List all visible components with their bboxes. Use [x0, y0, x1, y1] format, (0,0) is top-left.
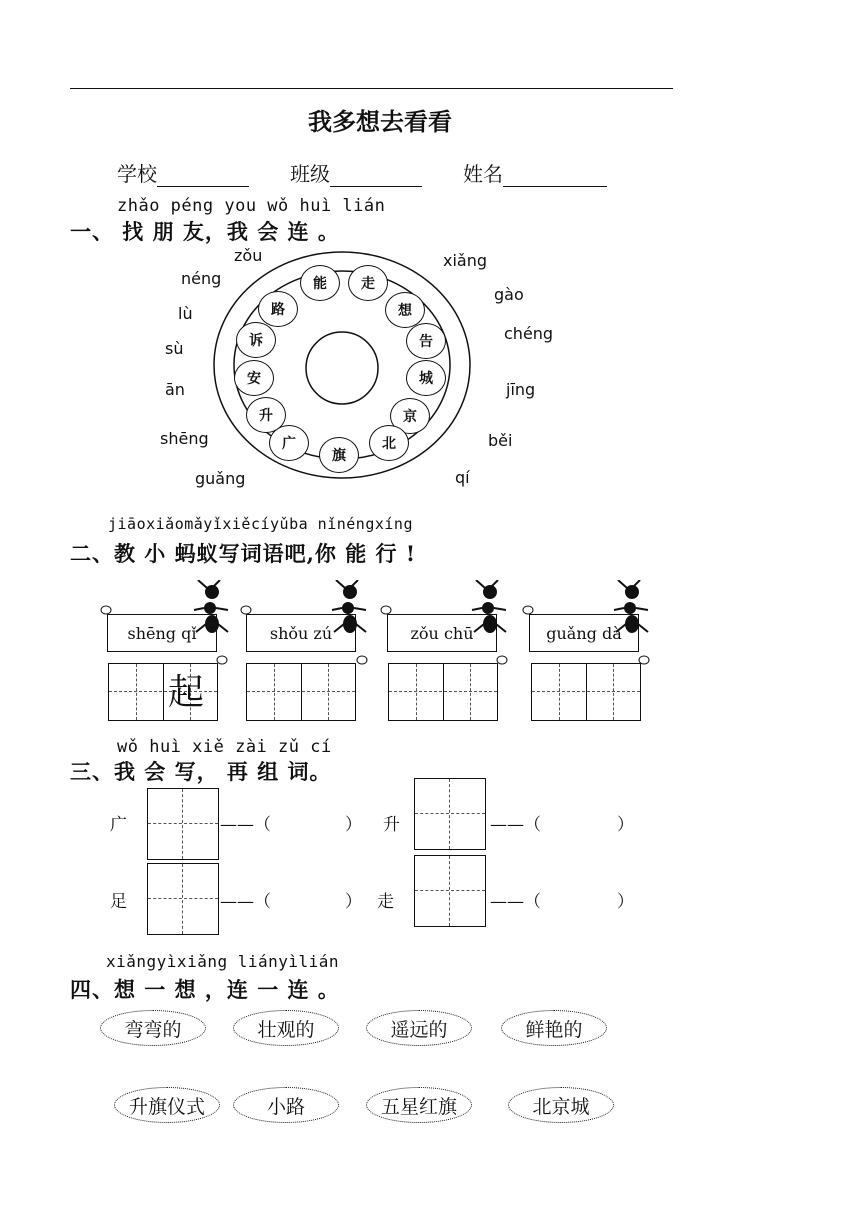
word-char: 升 — [383, 815, 400, 835]
noun-oval[interactable]: 五星红旗 — [366, 1087, 472, 1123]
char-bubble[interactable]: 想 — [385, 292, 425, 328]
noun-oval[interactable]: 升旗仪式 — [114, 1087, 220, 1123]
char-bubble[interactable]: 安 — [234, 360, 274, 396]
ant-icon — [328, 580, 368, 640]
name-blank[interactable] — [503, 164, 607, 187]
pinyin-word[interactable]: běi — [488, 431, 513, 450]
pinyin-word[interactable]: néng — [181, 269, 222, 288]
adjective-oval[interactable]: 弯弯的 — [100, 1010, 206, 1046]
pinyin-word[interactable]: shēng — [160, 429, 209, 448]
dash-open: ——（ — [490, 815, 541, 835]
sec1-pinyin: zhǎo péng you wǒ huì lián — [117, 196, 386, 216]
char-bubble[interactable]: 能 — [300, 265, 340, 301]
name-field: 姓名 — [463, 158, 607, 187]
sec4-heading: 四、想 一 想 ，连 一 连 。 — [70, 977, 340, 1002]
pinyin-word[interactable]: lù — [178, 304, 193, 323]
word-char: 足 — [110, 892, 127, 912]
paren-close: ） — [617, 815, 634, 835]
pinyin-card: zǒu chū — [387, 614, 497, 652]
char-bubble[interactable]: 告 — [406, 323, 446, 359]
sec1-heading: 一、 找 朋 友，我 会 连 。 — [70, 219, 340, 244]
top-rule — [70, 88, 673, 89]
paren-close: ） — [345, 815, 362, 835]
word-char: 走 — [377, 892, 394, 912]
ant-icon — [610, 580, 650, 640]
writing-box[interactable] — [414, 778, 486, 850]
pinyin-word[interactable]: ān — [165, 380, 185, 399]
ant-icon — [468, 580, 508, 640]
school-blank[interactable] — [157, 164, 249, 187]
center-circle — [306, 332, 378, 404]
ant-icon — [190, 580, 230, 640]
adjective-oval[interactable]: 遥远的 — [366, 1010, 472, 1046]
page-title: 我多想去看看 — [308, 107, 452, 136]
paren-close: ） — [617, 892, 634, 912]
pinyin-card: guǎng dà — [529, 614, 639, 652]
school-field: 学校 — [117, 158, 249, 187]
char-bubble[interactable]: 走 — [348, 265, 388, 301]
writing-grid[interactable] — [246, 663, 356, 721]
dash-open: ——（ — [220, 892, 271, 912]
writing-grid[interactable] — [388, 663, 498, 721]
sec2-heading: 二、教 小 蚂蚁写词语吧,你 能 行 ! — [70, 541, 417, 566]
adjective-oval[interactable]: 鲜艳的 — [501, 1010, 607, 1046]
char-bubble[interactable]: 广 — [269, 425, 309, 461]
example-char: 起 — [168, 672, 205, 713]
pinyin-word[interactable]: zǒu — [234, 246, 263, 265]
pinyin-card: shǒu zú — [246, 614, 356, 652]
dash-open: ——（ — [220, 815, 271, 835]
pinyin-word[interactable]: gào — [494, 285, 524, 304]
class-blank[interactable] — [330, 164, 422, 187]
char-bubble[interactable]: 城 — [406, 360, 446, 396]
adjective-oval[interactable]: 壮观的 — [233, 1010, 339, 1046]
sec3-pinyin: wǒ huì xiě zài zǔ cí — [117, 737, 332, 757]
pinyin-word[interactable]: xiǎng — [443, 251, 488, 270]
char-bubble[interactable]: 诉 — [236, 322, 276, 358]
pinyin-word[interactable]: jīng — [506, 380, 536, 399]
dash-open: ——（ — [490, 892, 541, 912]
writing-grid[interactable] — [531, 663, 641, 721]
sec3-heading: 三、我 会 写， 再 组 词。 — [70, 759, 332, 784]
char-bubble[interactable]: 旗 — [319, 437, 359, 473]
char-bubble[interactable]: 路 — [258, 291, 298, 327]
char-bubble[interactable]: 北 — [369, 425, 409, 461]
char-bubble[interactable]: 升 — [246, 397, 286, 433]
pinyin-word[interactable]: qí — [455, 468, 470, 487]
writing-box[interactable] — [414, 855, 486, 927]
word-char: 广 — [110, 815, 127, 835]
pinyin-word[interactable]: guǎng — [195, 469, 246, 488]
sec2-pinyin: jiāoxiǎomǎyǐxiěcíyǔba nǐnéngxíng — [108, 515, 413, 533]
writing-box[interactable] — [147, 863, 219, 935]
noun-oval[interactable]: 北京城 — [508, 1087, 614, 1123]
paren-close: ） — [345, 892, 362, 912]
writing-box[interactable] — [147, 788, 219, 860]
char-bubble[interactable]: 京 — [390, 398, 430, 434]
class-field: 班级 — [290, 158, 422, 187]
sec4-pinyin: xiǎngyìxiǎng liányìlián — [106, 952, 340, 971]
pinyin-card: shēng qǐ — [107, 614, 217, 652]
pinyin-word[interactable]: chéng — [504, 324, 554, 343]
pinyin-word[interactable]: sù — [165, 339, 184, 358]
noun-oval[interactable]: 小路 — [233, 1087, 339, 1123]
